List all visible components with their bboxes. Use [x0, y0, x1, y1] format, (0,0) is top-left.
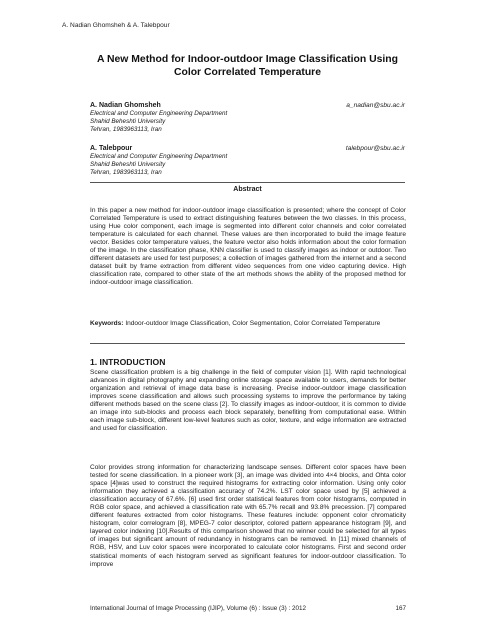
abstract-bottom-rule — [90, 343, 405, 344]
author-affiliation-1-univ: Shahid Beheshti University — [90, 118, 166, 126]
keywords-label: Keywords: — [90, 320, 124, 327]
keywords — [90, 320, 406, 328]
title-line-2: Color Correlated Temperature — [173, 67, 322, 78]
footer-journal: International Journal of Image Processing (IJIP), Volume (6) : Issue (3) : 2012 — [90, 605, 306, 612]
author-affiliation-2-dept: Electrical and Computer Engineering Department — [90, 153, 228, 161]
author-affiliation-1-dept: Electrical and Computer Engineering Department — [90, 110, 228, 118]
author-email-2[interactable]: talebpour@sbu.ac.ir — [345, 145, 405, 152]
abstract-heading: Abstract — [233, 186, 262, 193]
page-footer — [90, 605, 406, 612]
intro-paragraph-2: Color provides strong information for characterizing landscape senses. Different color spaces have been tested for scene classification. In a pioneer work [3], an image was divided into 4×4 blocks, and Ohta color space [4]was used to construct the required histograms for extracting color information. Using only color information they achieved a classification accuracy of 74.2%. LST color space used by [5] achieved a classification accuracy of 67.6%. [6] used first order statistical features from color histograms, computed in RGB color space, and achieved a classification rate with 65.7% recall and 93.8% precession. [7] compared different features extracted from color histograms. These features include: opponent color chromaticity histogram, color correlogram [8], MPEG-7 color descriptor, colored pattern appearance histogram [9], and layered color indexing [10].Results of this comparison showed that no winner could be selected for all types of images but significant amount of redundancy in histograms can be removed. In [11] mixed channels of RGB, HSV, and Luv color spaces were incorporated to calculate color histograms. First and second order statistical moments of each histogram served as significant features for indoor-outdoor classification. To improve — [90, 464, 406, 568]
keywords-text: Indoor-outdoor Image Classification, Color Segmentation, Color Correlated Temperature — [125, 320, 381, 327]
author-affiliation-1-city: Tehran, 1983963113, Iran — [90, 126, 162, 134]
title-line-1: A New Method for Indoor-outdoor Image Classification Using — [97, 54, 398, 65]
abstract-body: In this paper a new method for indoor-outdoor image classification is presented; where the concept of Color Correlated Temperature is used to extract distinguishing features between the two classes. In this process, using Hue color component, each image is segmented into different color channels and color correlated temperature is calculated for each channel. These values are then incorporated to build the image feature vector. Besides color temperature values, the feature vector also holds information about the color formation of the image. In the classification phase, KNN classifier is used to classify images as indoor or outdoor. Two different datasets are used for test purposes; a collection of images gathered from the internet and a second dataset built by frame extraction from different video sequences from one video capturing device. High classification rate, compared to other state of the art methods shows the ability of the proposed method for indoor-outdoor image classification. — [90, 207, 406, 287]
intro-paragraph-1: Scene classification problem is a big challenge in the field of computer vision [1]. With rapid technological advances in digital photography and expanding online storage space available to users, demands for better organization and retrieval of image data base is increasing. Precise indoor-outdoor image classification improves scene classification and allows such processing systems to improve the performance by taking different methods based on the scene class [2]. To classify images as indoor-outdoor, it is common to divide an image into sub-blocks and process each block separately, benefiting from computational ease. Within each image sub-block, different low-level features such as color, texture, and edge information are extracted and used for classification. — [90, 369, 406, 433]
author-affiliation-2-city: Tehran, 1983963113, Iran — [90, 169, 162, 177]
footer-page-number: 167 — [395, 605, 406, 612]
paper-title — [40, 53, 455, 79]
running-head: A. Nadian Ghomsheh & A. Talebpour — [62, 22, 170, 29]
author-affiliation-2-univ: Shahid Beheshti University — [90, 161, 166, 169]
author-email-1[interactable]: a_nadian@sbu.ac.ir — [346, 102, 405, 109]
author-name-1: A. Nadian Ghomsheh — [90, 102, 161, 109]
section-heading-introduction: 1. INTRODUCTION — [90, 357, 166, 367]
abstract-top-rule — [90, 182, 405, 183]
author-name-2: A. Talebpour — [90, 145, 133, 152]
